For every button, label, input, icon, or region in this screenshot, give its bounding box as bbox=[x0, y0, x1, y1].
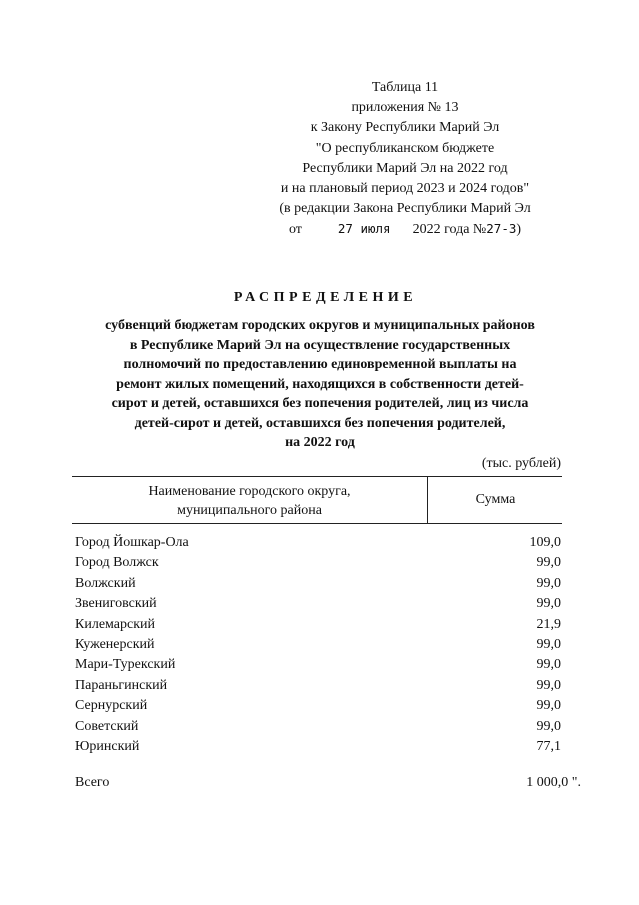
table-row bbox=[75, 635, 562, 655]
municipality-name: Город Волжск bbox=[75, 555, 159, 571]
amount-value: 99,0 bbox=[536, 575, 561, 591]
subtitle-line: ремонт жилых помещений, находящихся в собственности детей- bbox=[116, 376, 524, 392]
law-number: 27-З bbox=[486, 221, 517, 237]
table-row bbox=[75, 553, 562, 573]
units-label: (тыс. рублей) bbox=[481, 456, 561, 471]
header-line: Республики Марий Эл на 2022 год bbox=[302, 160, 508, 176]
total-label: Всего bbox=[75, 775, 110, 790]
table-row bbox=[75, 655, 562, 675]
municipality-name: Советский bbox=[75, 718, 139, 734]
table-body bbox=[75, 533, 562, 757]
amount-value: 99,0 bbox=[536, 657, 561, 673]
table-row bbox=[75, 594, 562, 614]
municipality-name: Килемарский bbox=[75, 616, 156, 632]
amount-value: 99,0 bbox=[536, 596, 561, 612]
subtitle-line: в Республике Марий Эл на осуществление государственных bbox=[129, 337, 511, 353]
amount-value: 99,0 bbox=[536, 698, 561, 714]
table-row bbox=[75, 696, 562, 716]
subtitle-line: на 2022 год bbox=[285, 435, 355, 450]
law-year-text: 2022 года № bbox=[412, 222, 487, 238]
subtitle-line: детей-сирот и детей, оставшихся без попечения родителей, bbox=[134, 415, 506, 431]
total-value: 1 000,0 ". bbox=[526, 775, 581, 790]
law-date-line bbox=[240, 219, 570, 240]
subtitle-line: сирот и детей, оставшихся без попечения родителей, лиц из числа bbox=[111, 396, 529, 411]
table-row bbox=[75, 533, 562, 553]
municipality-name: Звениговский bbox=[75, 596, 157, 612]
amount-value: 99,0 bbox=[536, 555, 561, 571]
header-line: и на плановый период 2023 и 2024 годов" bbox=[280, 181, 530, 197]
subtitle-line: полномочий по предоставлению единовременной выплаты на bbox=[123, 357, 517, 372]
amount-value: 109,0 bbox=[529, 535, 561, 550]
table-row bbox=[75, 717, 562, 737]
municipality-name: Мари-Турекский bbox=[75, 657, 176, 673]
table-header bbox=[72, 476, 562, 524]
header-line: (в редакции Закона Республики Марий Эл bbox=[279, 201, 531, 217]
table-row bbox=[75, 737, 562, 757]
amount-value: 99,0 bbox=[536, 718, 561, 734]
total-row bbox=[75, 772, 581, 794]
subtitle-line: субвенций бюджетам городских округов и муниципальных районов bbox=[105, 318, 535, 333]
column-header-sum: Сумма bbox=[475, 492, 516, 507]
date-prefix: от bbox=[288, 222, 302, 238]
municipality-name: Юринский bbox=[75, 738, 140, 754]
column-header-name bbox=[72, 477, 428, 523]
municipality-name: Волжский bbox=[75, 575, 136, 591]
law-date: 27 июля bbox=[337, 221, 391, 237]
column-header-name-line: муниципального района bbox=[177, 503, 322, 518]
column-header-name-line: Наименование городского округа, bbox=[148, 484, 351, 499]
municipality-name: Сернурский bbox=[75, 698, 148, 714]
table-row bbox=[75, 615, 562, 635]
amount-value: 99,0 bbox=[536, 636, 561, 652]
header-line: Таблица 11 bbox=[371, 80, 439, 95]
table-row bbox=[75, 676, 562, 696]
appendix-header bbox=[240, 78, 570, 241]
municipality-name: Город Йошкар-Ола bbox=[75, 535, 189, 550]
amount-value: 99,0 bbox=[536, 677, 561, 693]
table-row bbox=[75, 574, 562, 594]
document-title: РАСПРЕДЕЛЕНИЕ bbox=[233, 290, 418, 305]
amount-value: 77,1 bbox=[536, 738, 561, 754]
document-subtitle bbox=[70, 316, 570, 453]
date-suffix: ) bbox=[516, 222, 522, 238]
header-line: к Закону Республики Марий Эл bbox=[310, 120, 500, 136]
header-line: "О республиканском бюджете bbox=[315, 140, 495, 156]
header-line: приложения № 13 bbox=[351, 100, 459, 116]
amount-value: 21,9 bbox=[536, 616, 561, 632]
municipality-name: Параньгинский bbox=[75, 677, 168, 693]
municipality-name: Куженерский bbox=[75, 636, 155, 652]
